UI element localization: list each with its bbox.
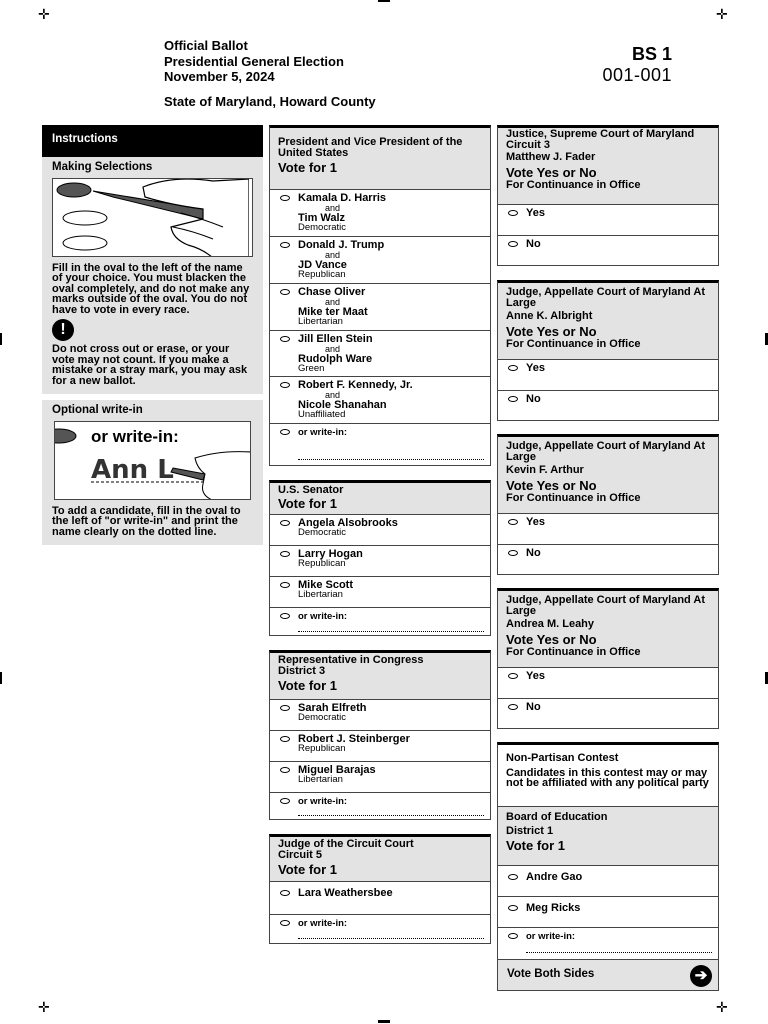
writein-label: or write-in: xyxy=(298,918,348,929)
writein-example-icon xyxy=(55,422,251,500)
candidate-option[interactable] xyxy=(270,761,490,792)
candidate-option[interactable] xyxy=(270,283,490,330)
registration-mark: ✛ xyxy=(716,7,728,23)
district-label: Circuit 3 xyxy=(506,138,551,151)
party-label: Democratic xyxy=(298,222,347,233)
writein-line[interactable] xyxy=(298,459,484,460)
running-mate-name: Nicole Shanahan xyxy=(298,399,387,411)
vote-for-label: Vote Yes or No xyxy=(506,631,597,647)
registration-mark: ✛ xyxy=(38,1000,50,1016)
instructions-panel xyxy=(42,125,263,545)
writein-line[interactable] xyxy=(526,952,712,953)
contest-header xyxy=(270,128,490,189)
and-label: and xyxy=(325,390,341,400)
candidate-name: Robert J. Steinberger xyxy=(298,733,410,745)
registration-mark: ✛ xyxy=(716,1000,728,1016)
oval-icon[interactable] xyxy=(508,905,518,911)
contest-appellate-albright xyxy=(497,280,719,421)
oval-icon[interactable] xyxy=(280,705,290,711)
writein-example-name: Ann L xyxy=(91,454,174,485)
writein-option[interactable] xyxy=(270,423,490,464)
candidate-option[interactable] xyxy=(270,514,490,545)
timing-mark xyxy=(378,0,390,2)
oval-icon[interactable] xyxy=(508,210,518,216)
yes-label: Yes xyxy=(526,516,545,528)
writein-label: or write-in: xyxy=(298,796,348,807)
vote-for-label: Vote for 1 xyxy=(278,862,337,877)
no-label: No xyxy=(526,701,541,713)
writein-example-label: or write-in: xyxy=(91,426,179,446)
no-label: No xyxy=(526,393,541,405)
oval-icon[interactable] xyxy=(508,396,518,402)
fill-oval-illustration xyxy=(52,178,253,257)
candidate-name: Lara Weathersbee xyxy=(298,887,393,899)
party-label: Democratic xyxy=(298,527,347,538)
oval-icon[interactable] xyxy=(508,365,518,371)
writein-line[interactable] xyxy=(298,938,484,939)
oval-icon[interactable] xyxy=(280,336,290,342)
continuance-label: For Continuance in Office xyxy=(506,645,641,658)
candidate-option[interactable] xyxy=(270,236,490,283)
contest-senator xyxy=(269,480,491,636)
party-label: Libertarian xyxy=(298,774,343,785)
contest-congress xyxy=(269,650,491,820)
ballot-number: 001-001 xyxy=(602,65,672,85)
oval-icon[interactable] xyxy=(508,519,518,525)
oval-icon[interactable] xyxy=(280,382,290,388)
oval-icon[interactable] xyxy=(508,241,518,247)
yes-label: Yes xyxy=(526,362,545,374)
candidate-name: Larry Hogan xyxy=(298,548,363,560)
contest-board-of-education xyxy=(497,742,719,960)
contest-appellate-arthur xyxy=(497,434,719,575)
election-name: Presidential General Election xyxy=(164,53,344,69)
candidate-option[interactable] xyxy=(498,865,718,896)
oval-icon[interactable] xyxy=(280,920,290,926)
no-option[interactable] xyxy=(498,698,718,729)
office-title: Justice, Supreme Court of Maryland xyxy=(506,128,695,140)
and-label: and xyxy=(325,297,341,307)
candidate-name: Andrea M. Leahy xyxy=(506,618,595,630)
contest-header xyxy=(498,806,718,865)
timing-mark xyxy=(0,672,2,684)
writein-instructions: To add a candidate, fill in the oval to the left of "or write-in" and print the name clearly on the dotted line. xyxy=(52,504,241,538)
ballot-header xyxy=(164,38,376,109)
contest-header xyxy=(498,128,718,204)
oval-icon[interactable] xyxy=(280,890,290,896)
candidate-option[interactable] xyxy=(270,730,490,761)
oval-icon[interactable] xyxy=(508,550,518,556)
oval-icon[interactable] xyxy=(280,736,290,742)
candidate-option[interactable] xyxy=(270,330,490,376)
yes-option[interactable] xyxy=(498,359,718,390)
ballot-style: BS 1 xyxy=(631,44,672,64)
vote-for-label: Vote for 1 xyxy=(278,160,337,175)
district-label: District 1 xyxy=(506,824,554,837)
contest-header xyxy=(498,591,718,667)
party-label: Republican xyxy=(298,558,346,569)
oval-icon[interactable] xyxy=(508,933,518,939)
arrow-right-icon: ➔ xyxy=(690,965,712,987)
nonpartisan-note: Candidates in this contest may or may not be affiliated with any political party xyxy=(506,766,709,789)
yes-label: Yes xyxy=(526,670,545,682)
contest-header xyxy=(270,837,490,881)
fill-instructions: Fill in the oval to the left of the name of your choice. You must blacken the oval completely, and do not make any marks outside of the oval. You do not have to vote in every race. xyxy=(52,261,250,316)
contest-header xyxy=(270,653,490,699)
vote-for-label: Vote for 1 xyxy=(278,678,337,693)
oval-icon[interactable] xyxy=(280,551,290,557)
continuance-label: For Continuance in Office xyxy=(506,337,641,350)
contest-header xyxy=(270,483,490,514)
warning-text: Do not cross out or erase, or your vote may not count. If you make a mistake or a stray mark, you may ask for a new ballot. xyxy=(52,343,248,387)
writein-section xyxy=(42,400,263,545)
party-label: Libertarian xyxy=(298,589,343,600)
writein-option[interactable] xyxy=(498,927,718,957)
candidate-name: Angela Alsobrooks xyxy=(298,517,398,529)
candidate-name: Miguel Barajas xyxy=(298,764,376,776)
writein-label: or write-in: xyxy=(298,427,348,438)
writein-illustration xyxy=(54,421,251,500)
vote-for-label: Vote Yes or No xyxy=(506,323,597,339)
running-mate-name: Mike ter Maat xyxy=(298,306,368,318)
office-title: Judge of the Circuit Court xyxy=(278,838,414,850)
yes-option[interactable] xyxy=(498,204,718,235)
candidate-name: Sarah Elfreth xyxy=(298,702,367,714)
party-label: Unaffiliated xyxy=(298,409,346,420)
oval-icon[interactable] xyxy=(280,798,290,804)
oval-icon[interactable] xyxy=(280,289,290,295)
party-label: Green xyxy=(298,363,325,374)
writein-line[interactable] xyxy=(298,815,484,816)
writein-line[interactable] xyxy=(298,631,484,632)
party-label: Republican xyxy=(298,743,346,754)
candidate-name: Chase Oliver xyxy=(298,286,366,298)
continuance-label: For Continuance in Office xyxy=(506,491,641,504)
ballot-title: Official Ballot xyxy=(164,38,248,53)
yes-label: Yes xyxy=(526,207,545,219)
candidate-name: Andre Gao xyxy=(526,871,583,883)
no-label: No xyxy=(526,547,541,559)
office-title: Representative in Congress xyxy=(278,654,424,666)
making-selections-heading: Making Selections xyxy=(52,161,153,173)
contest-president xyxy=(269,125,491,466)
candidate-name: Anne K. Albright xyxy=(506,310,593,322)
no-label: No xyxy=(526,238,541,250)
candidate-name: Jill Ellen Stein xyxy=(298,333,373,345)
writein-option[interactable] xyxy=(270,792,490,820)
running-mate-name: JD Vance xyxy=(298,259,347,271)
oval-icon[interactable] xyxy=(508,673,518,679)
candidate-name: Kevin F. Arthur xyxy=(506,464,584,476)
candidate-option[interactable] xyxy=(270,576,490,607)
instructions-title: Instructions xyxy=(42,125,263,157)
candidate-option[interactable] xyxy=(270,545,490,576)
contest-header xyxy=(498,437,718,513)
vote-both-sides-label: Vote Both Sides xyxy=(507,968,595,980)
and-label: and xyxy=(325,344,341,354)
oval-icon[interactable] xyxy=(280,242,290,248)
yes-option[interactable] xyxy=(498,667,718,698)
office-title: President and Vice President of the United States xyxy=(278,136,463,159)
continuance-label: For Continuance in Office xyxy=(506,178,641,191)
candidate-name: Kamala D. Harris xyxy=(298,192,387,204)
candidate-name: Donald J. Trump xyxy=(298,239,385,251)
candidate-name: Matthew J. Fader xyxy=(506,151,596,163)
contest-supreme-court xyxy=(497,125,719,266)
vote-both-sides-banner xyxy=(497,959,719,991)
no-option[interactable] xyxy=(498,390,718,421)
no-option[interactable] xyxy=(498,544,718,575)
nonpartisan-header xyxy=(498,745,718,806)
and-label: and xyxy=(325,203,341,213)
candidate-name: Robert F. Kennedy, Jr. xyxy=(298,379,413,391)
ballot-code xyxy=(602,44,672,86)
oval-icon[interactable] xyxy=(508,704,518,710)
registration-mark: ✛ xyxy=(38,7,50,23)
oval-icon[interactable] xyxy=(280,195,290,201)
nonpartisan-label: Non-Partisan Contest xyxy=(506,752,619,764)
vote-for-label: Vote for 1 xyxy=(506,838,565,853)
district-label: District 3 xyxy=(278,664,326,677)
office-title: Judge, Appellate Court of Maryland At Large xyxy=(506,594,706,617)
office-title: U.S. Senator xyxy=(278,484,344,496)
contest-appellate-leahy xyxy=(497,588,719,729)
candidate-option[interactable] xyxy=(270,189,490,236)
hand-pen-icon xyxy=(53,179,249,257)
oval-icon[interactable] xyxy=(280,429,290,435)
election-date: November 5, 2024 xyxy=(164,69,275,84)
office-title: Judge, Appellate Court of Maryland At Large xyxy=(506,286,706,309)
candidate-name: Mike Scott xyxy=(298,579,354,591)
warning-icon: ! xyxy=(52,319,74,341)
running-mate-name: Tim Walz xyxy=(298,212,346,224)
district-label: Circuit 5 xyxy=(278,848,323,861)
timing-mark xyxy=(0,333,2,345)
writein-label: or write-in: xyxy=(526,931,576,942)
party-label: Democratic xyxy=(298,712,347,723)
office-title: Board of Education xyxy=(506,811,608,823)
contest-circuit-judge xyxy=(269,834,491,944)
and-label: and xyxy=(325,250,341,260)
oval-icon[interactable] xyxy=(280,613,290,619)
party-label: Republican xyxy=(298,269,346,280)
oval-icon[interactable] xyxy=(280,582,290,588)
candidate-option[interactable] xyxy=(498,896,718,927)
jurisdiction: State of Maryland, Howard County xyxy=(164,93,376,109)
oval-icon[interactable] xyxy=(280,520,290,526)
candidate-option[interactable] xyxy=(270,881,490,914)
yes-option[interactable] xyxy=(498,513,718,544)
candidate-name: Meg Ricks xyxy=(526,902,581,914)
party-label: Libertarian xyxy=(298,316,343,327)
writein-heading: Optional write-in xyxy=(52,404,143,416)
running-mate-name: Rudolph Ware xyxy=(298,353,373,365)
office-title: Judge, Appellate Court of Maryland At Large xyxy=(506,440,706,463)
no-option[interactable] xyxy=(498,235,718,266)
vote-for-label: Vote for 1 xyxy=(278,495,337,511)
candidate-option[interactable] xyxy=(270,699,490,730)
oval-icon[interactable] xyxy=(280,767,290,773)
oval-icon[interactable] xyxy=(508,874,518,880)
making-selections-section xyxy=(42,157,263,394)
candidate-option[interactable] xyxy=(270,376,490,423)
writein-option[interactable] xyxy=(270,607,490,636)
timing-mark xyxy=(378,1020,390,1023)
contest-header xyxy=(498,283,718,359)
vote-for-label: Vote Yes or No xyxy=(506,477,597,493)
writein-label: or write-in: xyxy=(298,611,348,622)
writein-option[interactable] xyxy=(270,914,490,943)
vote-for-label: Vote Yes or No xyxy=(506,164,597,180)
